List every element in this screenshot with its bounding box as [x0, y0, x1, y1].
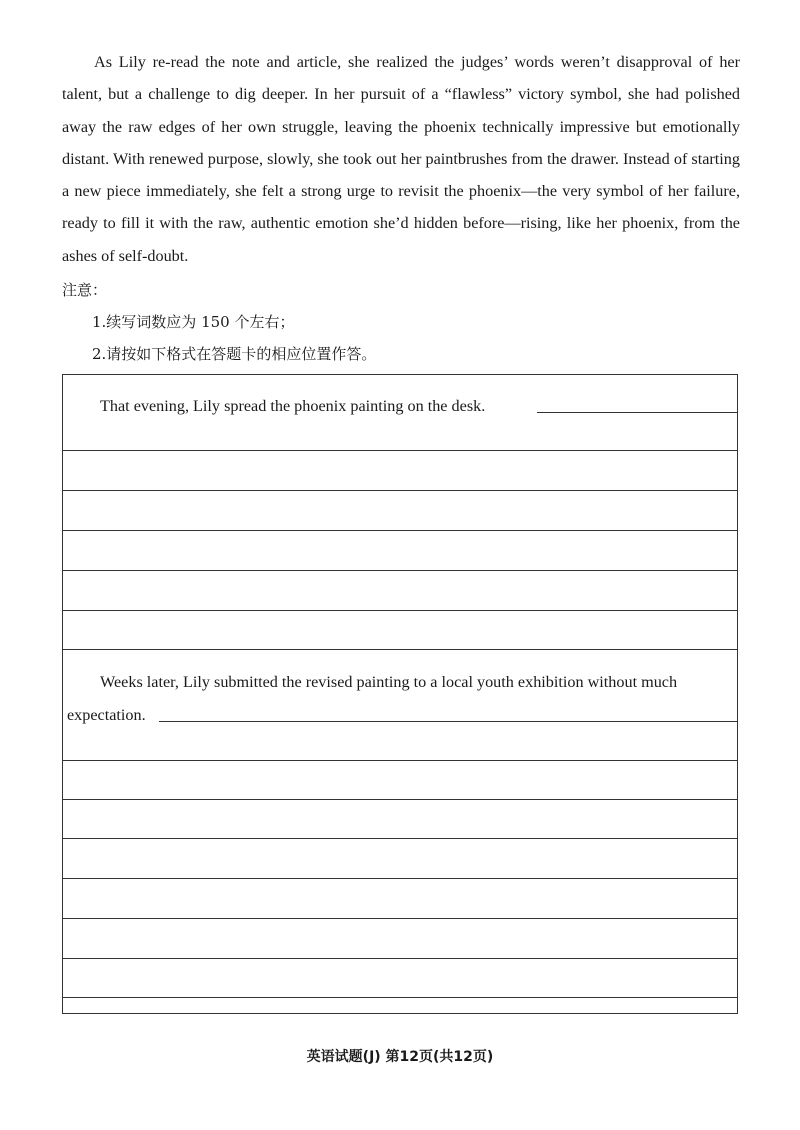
- page-footer: 英语试题(J) 第12页(共12页): [306, 1049, 494, 1065]
- writing-line[interactable]: [63, 530, 737, 531]
- writing-line[interactable]: [159, 721, 737, 722]
- writing-line[interactable]: [63, 958, 737, 959]
- notes-section: [62, 274, 740, 370]
- answer-box: [62, 374, 738, 1014]
- prompt-2-text-line1: Weeks later, Lily submitted the revised painting to a local youth exhibition without much: [100, 673, 678, 691]
- note-item-2: 2.请按如下格式在答题卡的相应位置作答。: [92, 345, 377, 363]
- notes-heading: 注意：: [62, 281, 108, 299]
- passage-paragraph: As Lily re-read the note and article, she realized the judges’ words weren’t disapproval of her talent, but a challenge to dig deeper. In her pursuit of a “flawless” victory symbol, she had polished away the raw edges of her own struggle, leaving the phoenix technically impressive but emotionally distant. With renewed purpose, slowly, she took out her paintbrushes from the drawer. Instead of starting a new piece immediately, she felt a strong urge to revisit the phoenix—the very symbol of her failure, ready to fill it with the raw, authentic emotion she’d hidden before—rising, like her phoenix, from the ashes of self-doubt.: [62, 53, 740, 265]
- writing-line[interactable]: [63, 799, 737, 800]
- writing-line[interactable]: [63, 997, 737, 998]
- reading-passage: [62, 46, 740, 272]
- writing-line[interactable]: [63, 760, 737, 761]
- writing-line[interactable]: [63, 918, 737, 919]
- writing-line[interactable]: [63, 649, 737, 650]
- writing-line[interactable]: [537, 412, 737, 413]
- writing-line[interactable]: [63, 878, 737, 879]
- prompt-2-text-line2: expectation.: [67, 706, 146, 724]
- note-item-1: 1.续写词数应为 150 个左右；: [92, 313, 295, 331]
- prompt-1-text: That evening, Lily spread the phoenix painting on the desk.: [100, 397, 486, 415]
- writing-line[interactable]: [63, 490, 737, 491]
- writing-line[interactable]: [63, 610, 737, 611]
- writing-line[interactable]: [63, 570, 737, 571]
- writing-line[interactable]: [63, 450, 737, 451]
- writing-line[interactable]: [63, 838, 737, 839]
